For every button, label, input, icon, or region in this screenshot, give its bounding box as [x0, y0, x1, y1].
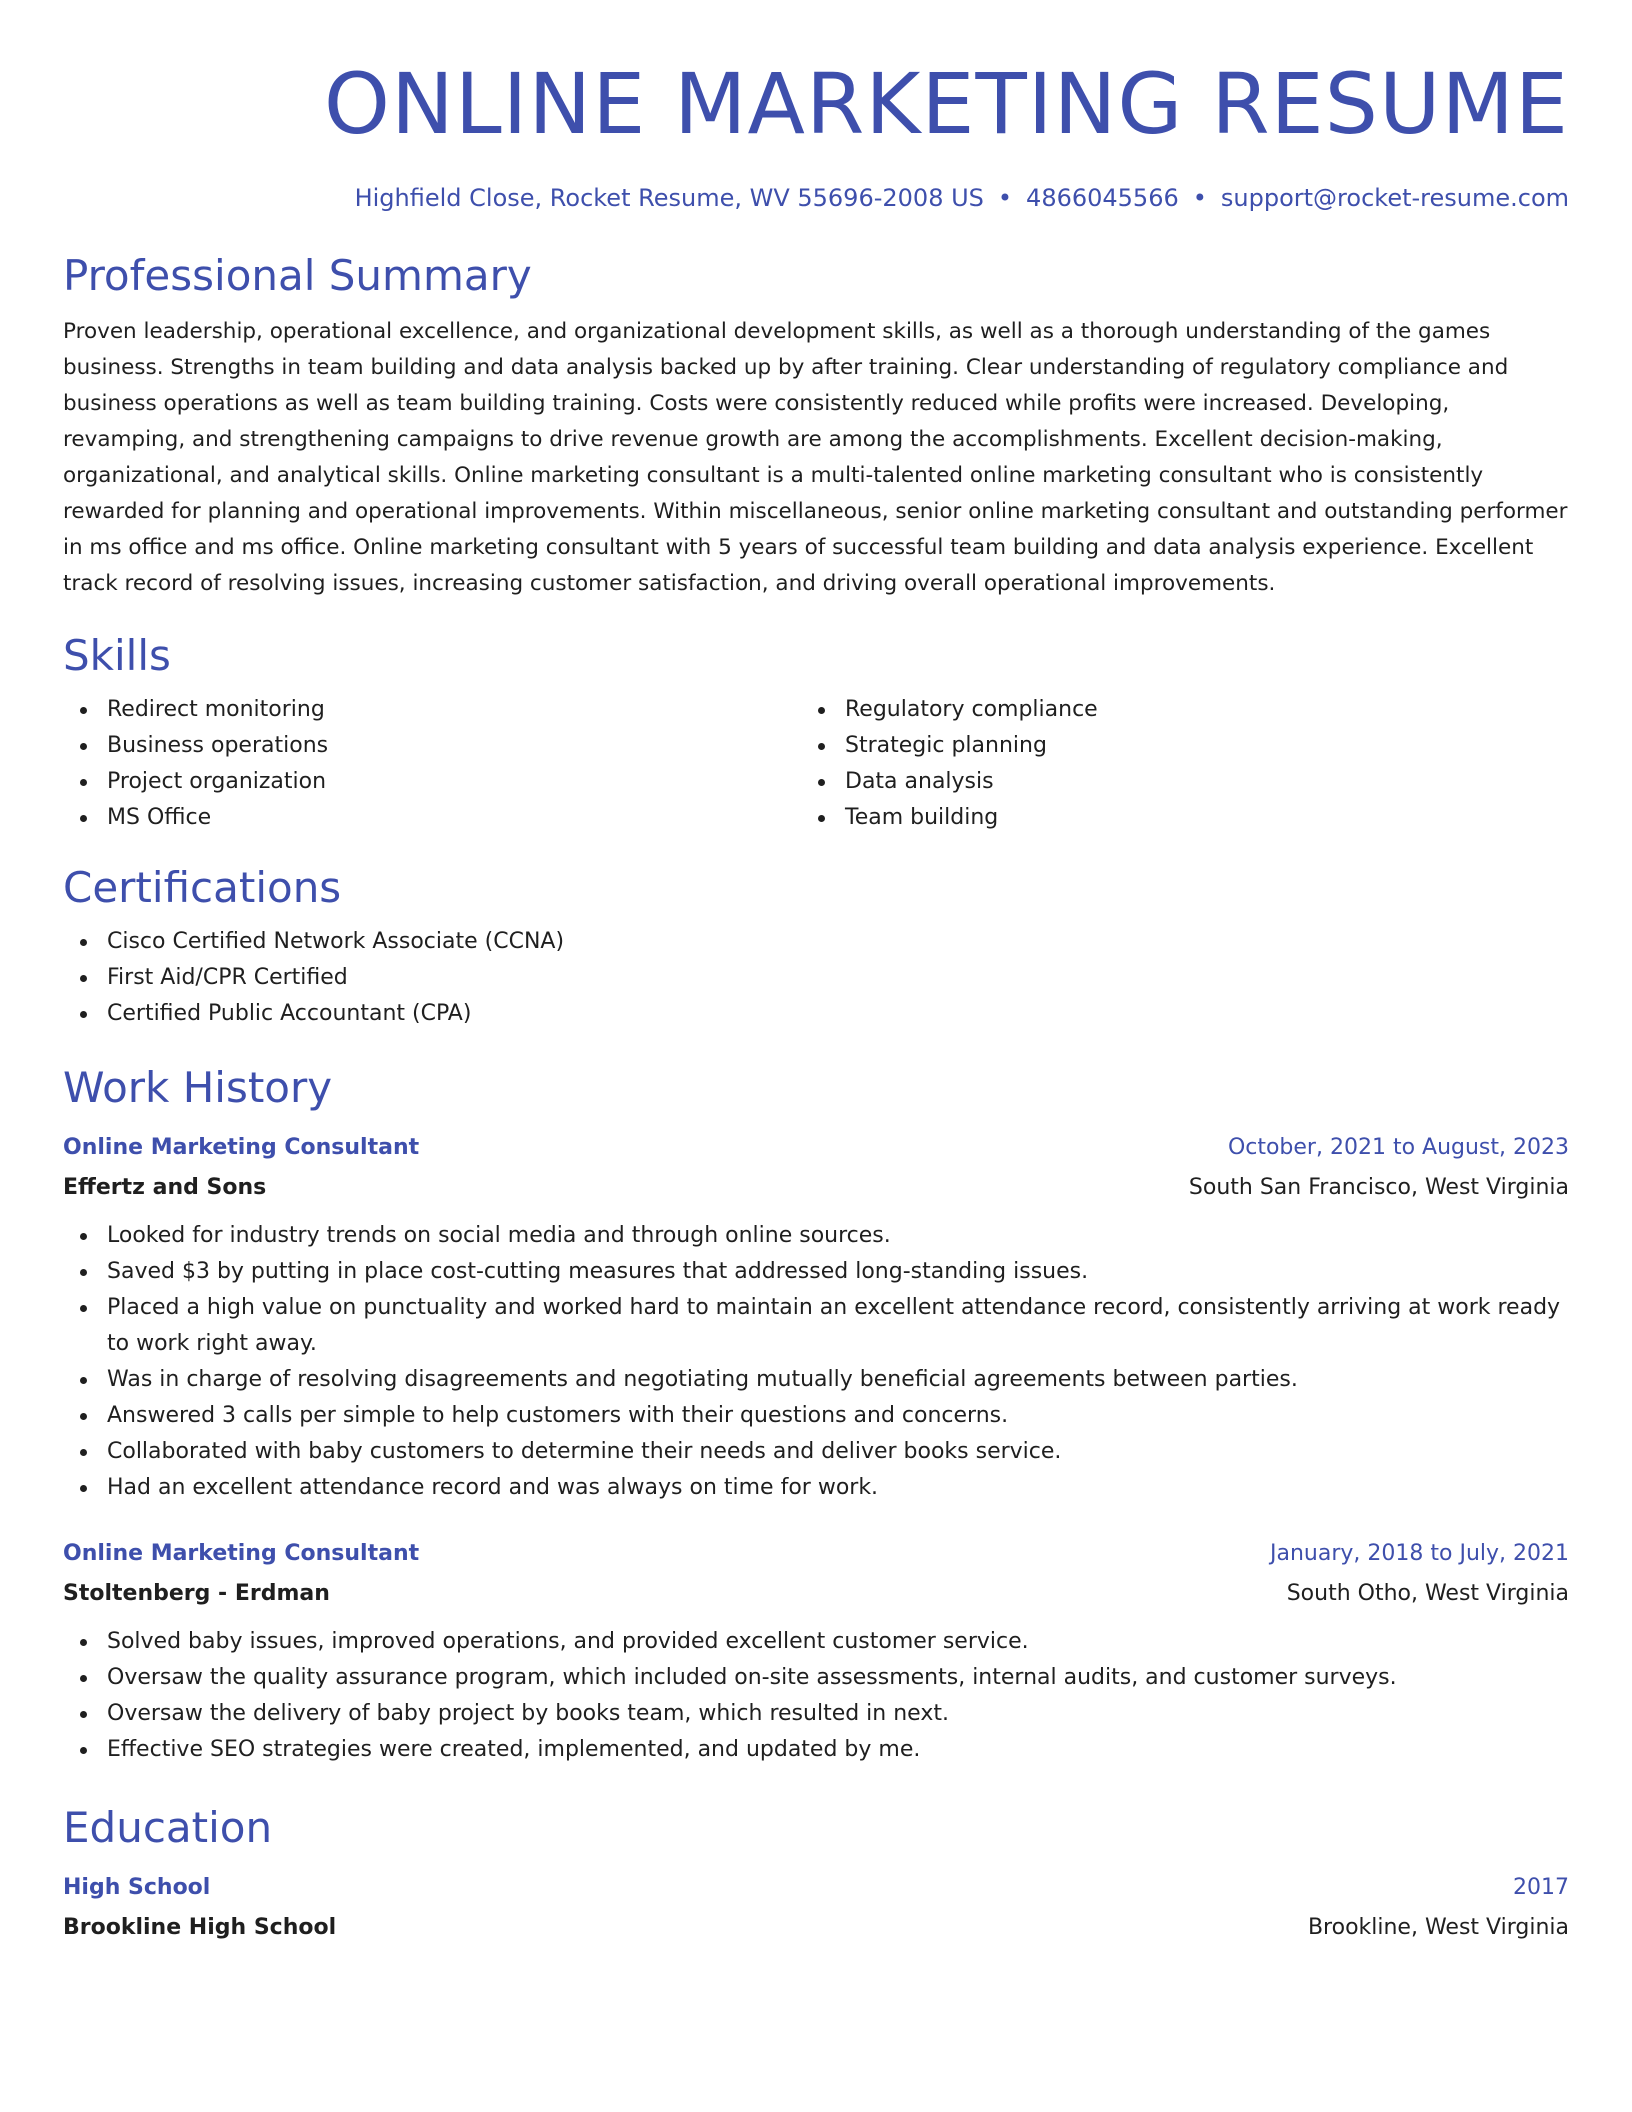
certification-item: Certified Public Accountant (CPA) — [63, 996, 1569, 1032]
contact-phone: 4866045566 — [1026, 184, 1179, 212]
contact-address: Highfield Close, Rocket Resume, WV 55696-2008 US — [354, 184, 984, 212]
skills-columns — [63, 692, 1569, 836]
job-location: South Otho, West Virginia — [1286, 1581, 1569, 1606]
education-header — [63, 1870, 1569, 1906]
job-subheader — [63, 1170, 1569, 1206]
education-location: Brookline, West Virginia — [1307, 1915, 1569, 1940]
contact-separator: • — [1192, 184, 1207, 212]
certification-item: Cisco Certified Network Associate (CCNA) — [63, 924, 1569, 960]
job-bullet-list — [63, 1624, 1569, 1768]
job-bullet: Looked for industry trends on social media and through online sources. — [63, 1218, 1569, 1254]
skill-item: Redirect monitoring — [63, 692, 801, 728]
contact-email[interactable]: support@rocket-resume.com — [1220, 184, 1569, 212]
job-bullet: Was in charge of resolving disagreements and negotiating mutually beneficial agreements between parties. — [63, 1362, 1569, 1398]
job-bullet-list — [63, 1218, 1569, 1506]
skill-item: Business operations — [63, 728, 801, 764]
education-school: Brookline High School — [63, 1915, 337, 1940]
skill-item: Data analysis — [801, 764, 1539, 800]
skills-left-list — [63, 692, 801, 836]
resume-title: ONLINE MARKETING RESUME — [323, 55, 1569, 153]
job-entry — [63, 1130, 1569, 1506]
job-company: Effertz and Sons — [63, 1175, 267, 1200]
certification-item: First Aid/CPR Certified — [63, 960, 1569, 996]
education-subheader — [63, 1910, 1569, 1946]
job-bullet: Effective SEO strategies were created, implemented, and updated by me. — [63, 1732, 1569, 1768]
job-bullet: Solved baby issues, improved operations, and provided excellent customer service. — [63, 1624, 1569, 1660]
skill-item: Team building — [801, 800, 1539, 836]
job-entry — [63, 1536, 1569, 1768]
job-bullet: Oversaw the delivery of baby project by books team, which resulted in next. — [63, 1696, 1569, 1732]
job-header — [63, 1536, 1569, 1572]
job-bullet: Answered 3 calls per simple to help customers with their questions and concerns. — [63, 1398, 1569, 1434]
job-role: Online Marketing Consultant — [63, 1541, 420, 1566]
education-heading: Education — [63, 1803, 273, 1852]
job-role: Online Marketing Consultant — [63, 1135, 420, 1160]
education-degree: High School — [63, 1875, 211, 1900]
skill-item: Project organization — [63, 764, 801, 800]
resume-header — [63, 56, 1569, 214]
contact-separator: • — [997, 184, 1013, 212]
certifications-list — [63, 924, 1569, 1032]
job-bullet: Had an excellent attendance record and was always on time for work. — [63, 1470, 1569, 1506]
summary-heading: Professional Summary — [63, 251, 532, 300]
job-company: Stoltenberg - Erdman — [63, 1581, 330, 1606]
skill-item: Strategic planning — [801, 728, 1539, 764]
certifications-heading: Certifications — [63, 863, 342, 912]
summary-text: Proven leadership, operational excellence, and organizational development skills, as well as a thorough understanding of the games business. Strengths in team building and data analysis backed up by after training. Clear understanding of regulatory compliance and business operations as well as team building training. Costs were consistently reduced while profits were increased. Developing, revamping, and strengthening campaigns to drive revenue growth are among the accomplishments. Excellent decision-making, organizational, and analytical skills. Online marketing consultant is a multi-talented online marketing consultant who is consistently rewarded for planning and operational improvements. Within miscellaneous, senior online marketing consultant and outstanding performer in ms office and ms office. Online marketing consultant with 5 years of successful team building and data analysis experience. Excellent track record of resolving issues, increasing customer satisfaction, and driving overall operational improvements. — [63, 319, 1568, 596]
skills-right-list — [801, 692, 1539, 836]
job-subheader — [63, 1576, 1569, 1612]
skill-item: MS Office — [63, 800, 801, 836]
job-dates: October, 2021 to August, 2023 — [1227, 1135, 1569, 1160]
job-header — [63, 1130, 1569, 1166]
job-dates: January, 2018 to July, 2021 — [1270, 1541, 1569, 1566]
job-bullet: Saved $3 by putting in place cost-cutting measures that addressed long-standing issues. — [63, 1254, 1569, 1290]
job-location: South San Francisco, West Virginia — [1188, 1175, 1569, 1200]
skill-item: Regulatory compliance — [801, 692, 1539, 728]
skills-heading: Skills — [63, 631, 171, 680]
work-history-heading: Work History — [63, 1063, 333, 1112]
contact-line — [63, 182, 1569, 214]
job-bullet: Placed a high value on punctuality and worked hard to maintain an excellent attendance record, consistently arriving at work ready to work right away. — [63, 1290, 1569, 1362]
job-bullet: Oversaw the quality assurance program, which included on-site assessments, internal audits, and customer surveys. — [63, 1660, 1569, 1696]
job-bullet: Collaborated with baby customers to determine their needs and deliver books service. — [63, 1434, 1569, 1470]
education-year: 2017 — [1513, 1875, 1569, 1900]
education-entry — [63, 1870, 1569, 1946]
